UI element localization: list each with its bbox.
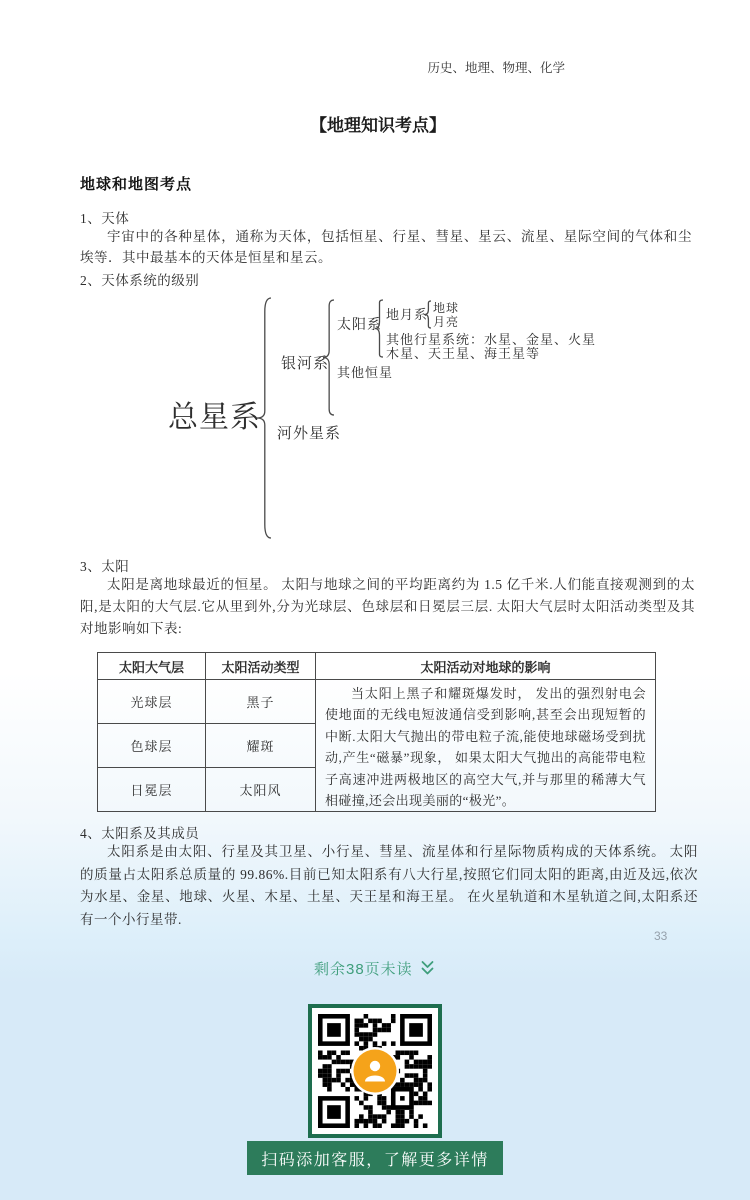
sun-activity-table xyxy=(97,652,656,812)
document-subjects-header: 历史、地理、物理、化学 xyxy=(427,61,565,75)
document-title: 【地理知识考点】 xyxy=(310,116,446,135)
table-row xyxy=(98,680,656,724)
remaining-pages-label: 剩余38页未读 xyxy=(314,961,413,978)
table-header-row xyxy=(98,653,656,680)
item2-heading: 2、天体系统的级别 xyxy=(80,273,200,288)
cell-effect-text: 当太阳上黑子和耀斑爆发时， 发出的强烈射电会使地面的无线电短波通信受到影响,甚至会出现短暂的中断.太阳大气抛出的带电粒子流,能使地球磁场受到扰动,产生“磁暴”现象， 如果太阳大气抛出的高能带电粒子高速冲进两极地区的高空大气,并与那里的稀薄大气相碰撞,还会出现美丽的“极光”。 xyxy=(316,680,656,812)
item1-paragraph: 宇宙中的各种星体，通称为天体，包括恒星、行星、彗星、星云、流星、星际空间的气体和尘埃等．其中最基本的天体是恒星和星云。 xyxy=(80,229,692,265)
cell-chromosphere: 色球层 xyxy=(98,724,206,768)
person-icon xyxy=(345,1041,405,1101)
cell-corona: 日冕层 xyxy=(98,768,206,812)
diagram-moon-label: 月亮 xyxy=(433,315,460,329)
diagram-other-stars-label: 其他恒星 xyxy=(337,365,394,380)
chevron-double-down-icon xyxy=(420,960,435,977)
diagram-solar-system-label: 太阳系 xyxy=(337,318,382,333)
scan-code-banner-label: 扫码添加客服，了解更多详情 xyxy=(261,1151,489,1169)
diagram-other-planets-line1: 其他行星系统：水星、金星、火星 xyxy=(386,332,597,347)
item4-heading: 4、太阳系及其成员 xyxy=(80,826,200,841)
cell-flare: 耀斑 xyxy=(206,724,316,768)
diagram-earth-label: 地球 xyxy=(433,301,460,315)
scan-code-banner xyxy=(247,1141,503,1175)
item3-heading: 3、太阳 xyxy=(80,559,130,574)
page-number: 33 xyxy=(654,929,668,943)
diagram-root-label: 总星系 xyxy=(168,401,261,434)
earth-moon-brace xyxy=(424,300,432,329)
item4-paragraph: 太阳系是由太阳、行星及其卫星、小行星、彗星、流星体和行星际物质构成的天体系统。 太阳的质量占太阳系总质量的 99.86%.目前已知太阳系有八大行星,按照它们同太阳的距离,由近及远,依次为水星、金星、地球、火星、木星、土星、天王星和海王星。 在火星轨道和木星轨道之间,太阳系还有一个小行星带. xyxy=(80,844,698,927)
remaining-pages-expander[interactable] xyxy=(314,958,435,979)
diagram-extragalactic-label: 河外星系 xyxy=(277,426,342,442)
diagram-earth-moon-label: 地月系 xyxy=(386,307,429,322)
item1-heading: 1、天体 xyxy=(80,211,130,226)
section-heading: 地球和地图考点 xyxy=(80,177,193,193)
cell-photosphere: 光球层 xyxy=(98,680,206,724)
diagram-other-planets-line2: 木星、天王星、海王星等 xyxy=(386,346,541,361)
cell-solar-wind: 太阳风 xyxy=(206,768,316,812)
galaxy-brace xyxy=(322,299,335,416)
diagram-galaxy-label: 银河系 xyxy=(281,356,330,372)
celestial-system-diagram xyxy=(0,0,750,560)
cell-sunspot: 黑子 xyxy=(206,680,316,724)
main-brace xyxy=(256,297,272,539)
customer-service-qr-code xyxy=(308,1004,442,1138)
table-header-effect: 太阳活动对地球的影响 xyxy=(316,653,656,680)
table-header-atmosphere: 太阳大气层 xyxy=(98,653,206,680)
table-header-activity-type: 太阳活动类型 xyxy=(206,653,316,680)
item3-paragraph: 太阳是离地球最近的恒星。 太阳与地球之间的平均距离约为 1.5 亿千米.人们能直接观测到的太阳,是太阳的大气层.它从里到外,分为光球层、色球层和日冕层三层. 太阳大气层时太阳活动类型及其对地影响如下表: xyxy=(80,577,695,636)
solar-system-brace xyxy=(374,299,384,358)
